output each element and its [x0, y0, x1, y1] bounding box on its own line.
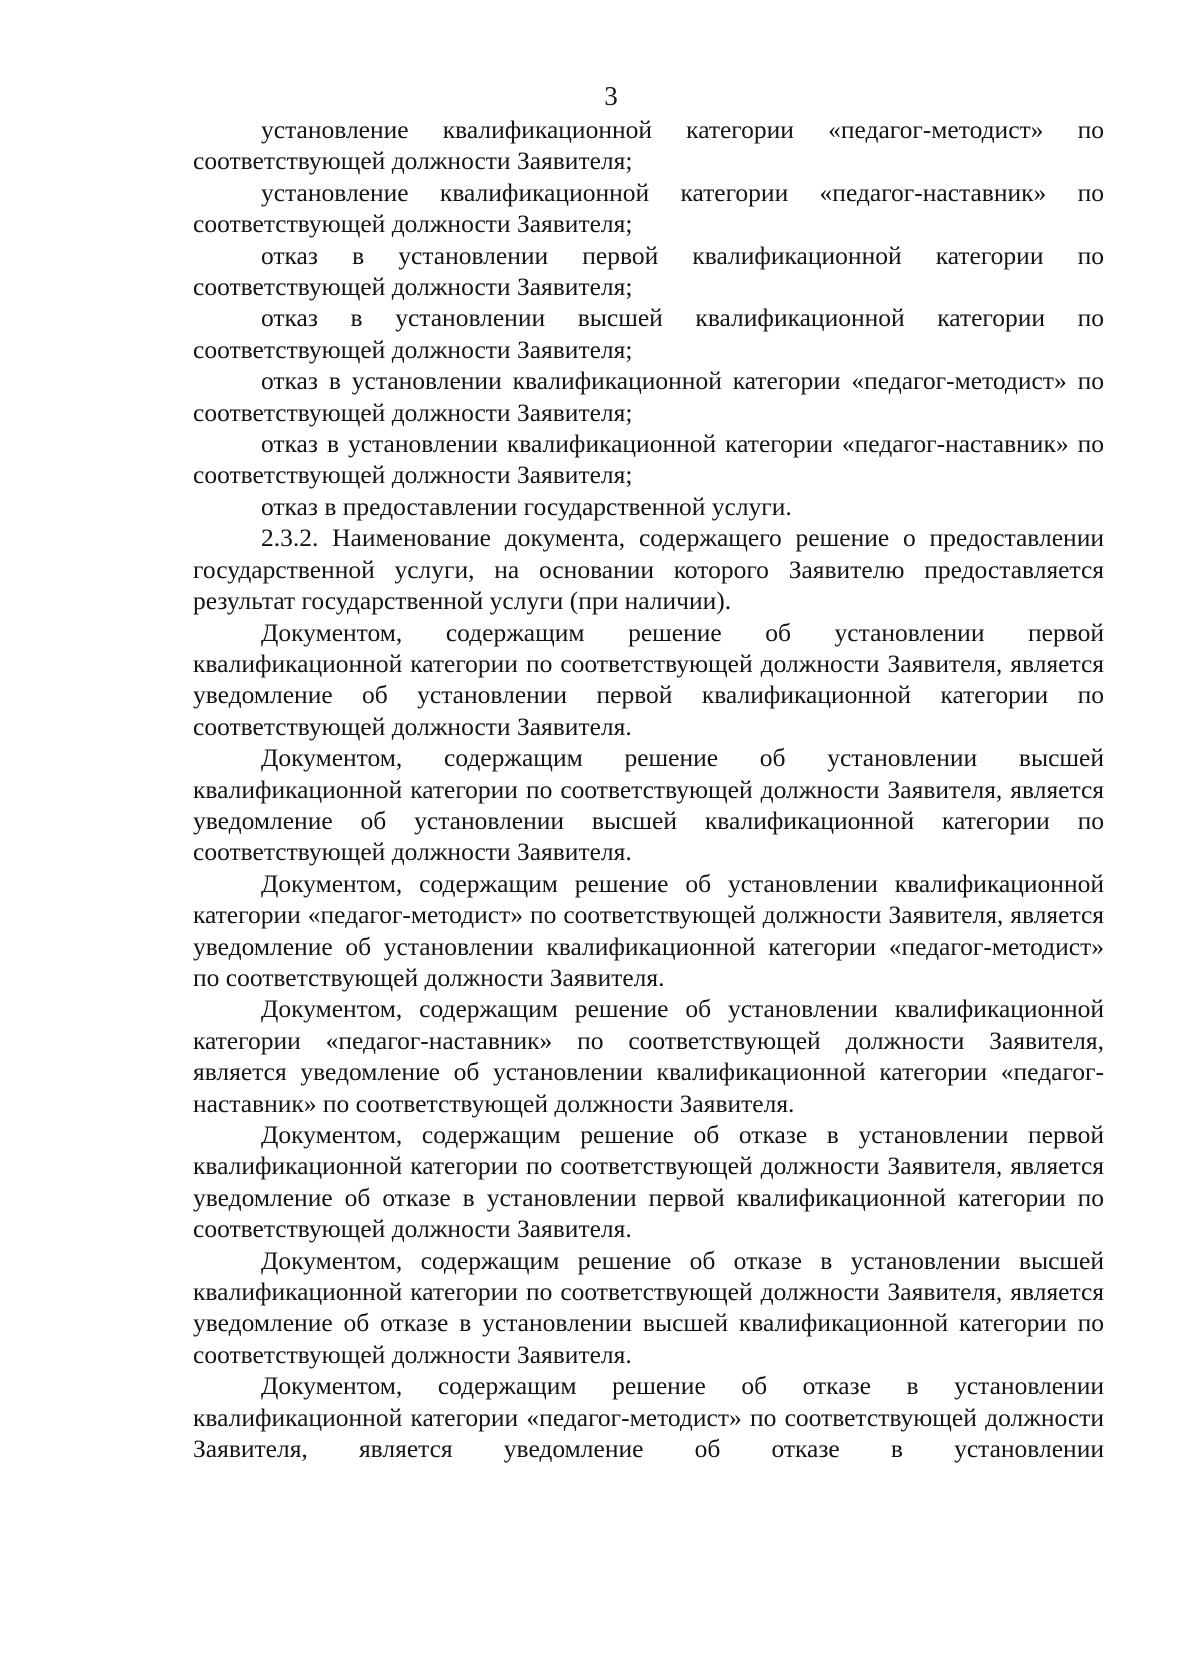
section-heading-paragraph: 2.3.2. Наименование документа, содержащего решение о предоставлении государственной услуги, на основании которого Заявителю предоставляется результат государственной услуги (при наличии). [193, 523, 1104, 616]
paragraph: Документом, содержащим решение об установлении высшей квалификационной категории по соответствующей должности Заявителя, является уведомление об установлении высшей квалификационной категории по соответствующей должности Заявителя. [193, 743, 1104, 867]
paragraph: установление квалификационной категории «педагог-наставник» по соответствующей должности Заявителя; [193, 177, 1104, 239]
paragraph: отказ в предоставлении государственной услуги. [261, 491, 792, 521]
paragraph: Документом, содержащим решение об установлении квалификационной категории «педагог-наставник» по соответствующей должности Заявителя, является уведомление об установлении квалификационной категории «педагог-наставник» по соответствующей должности Заявителя. [193, 994, 1104, 1118]
paragraph-continued: Документом, содержащим решение об отказе в установлении квалификационной категории «педагог-методист» по соответствующей должности Заявителя, является уведомление об отказе в установлении [193, 1371, 1104, 1464]
paragraph: отказ в установлении высшей квалификационной категории по соответствующей должности Заявителя; [193, 303, 1104, 364]
page-number: 3 [604, 81, 618, 111]
paragraph: отказ в установлении первой квалификационной категории по соответствующей должности Заявителя; [193, 240, 1104, 302]
paragraph: отказ в установлении квалификационной категории «педагог-методист» по соответствующей должности Заявителя; [193, 366, 1104, 427]
paragraph: установление квалификационной категории «педагог-методист» по соответствующей должности Заявителя; [193, 115, 1104, 176]
document-body [193, 114, 1104, 1464]
paragraph: отказ в установлении квалификационной категории «педагог-наставник» по соответствующей должности Заявителя; [193, 429, 1104, 490]
paragraph: Документом, содержащим решение об установлении квалификационной категории «педагог-методист» по соответствующей должности Заявителя, является уведомление об установлении квалификационной категории «педагог-методист» по соответствующей должности Заявителя. [193, 868, 1104, 992]
paragraph: Документом, содержащим решение об отказе в установлении первой квалификационной категории по соответствующей должности Заявителя, является уведомление об отказе в установлении первой квалификационной категории по соответствующей должности Заявителя. [193, 1120, 1104, 1244]
paragraph: Документом, содержащим решение об установлении первой квалификационной категории по соответствующей должности Заявителя, является уведомление об установлении первой квалификационной категории по соответствующей должности Заявителя. [193, 617, 1104, 741]
paragraph: Документом, содержащим решение об отказе в установлении высшей квалификационной категории по соответствующей должности Заявителя, является уведомление об отказе в установлении высшей квалификационной категории по соответствующей должности Заявителя. [193, 1245, 1104, 1369]
